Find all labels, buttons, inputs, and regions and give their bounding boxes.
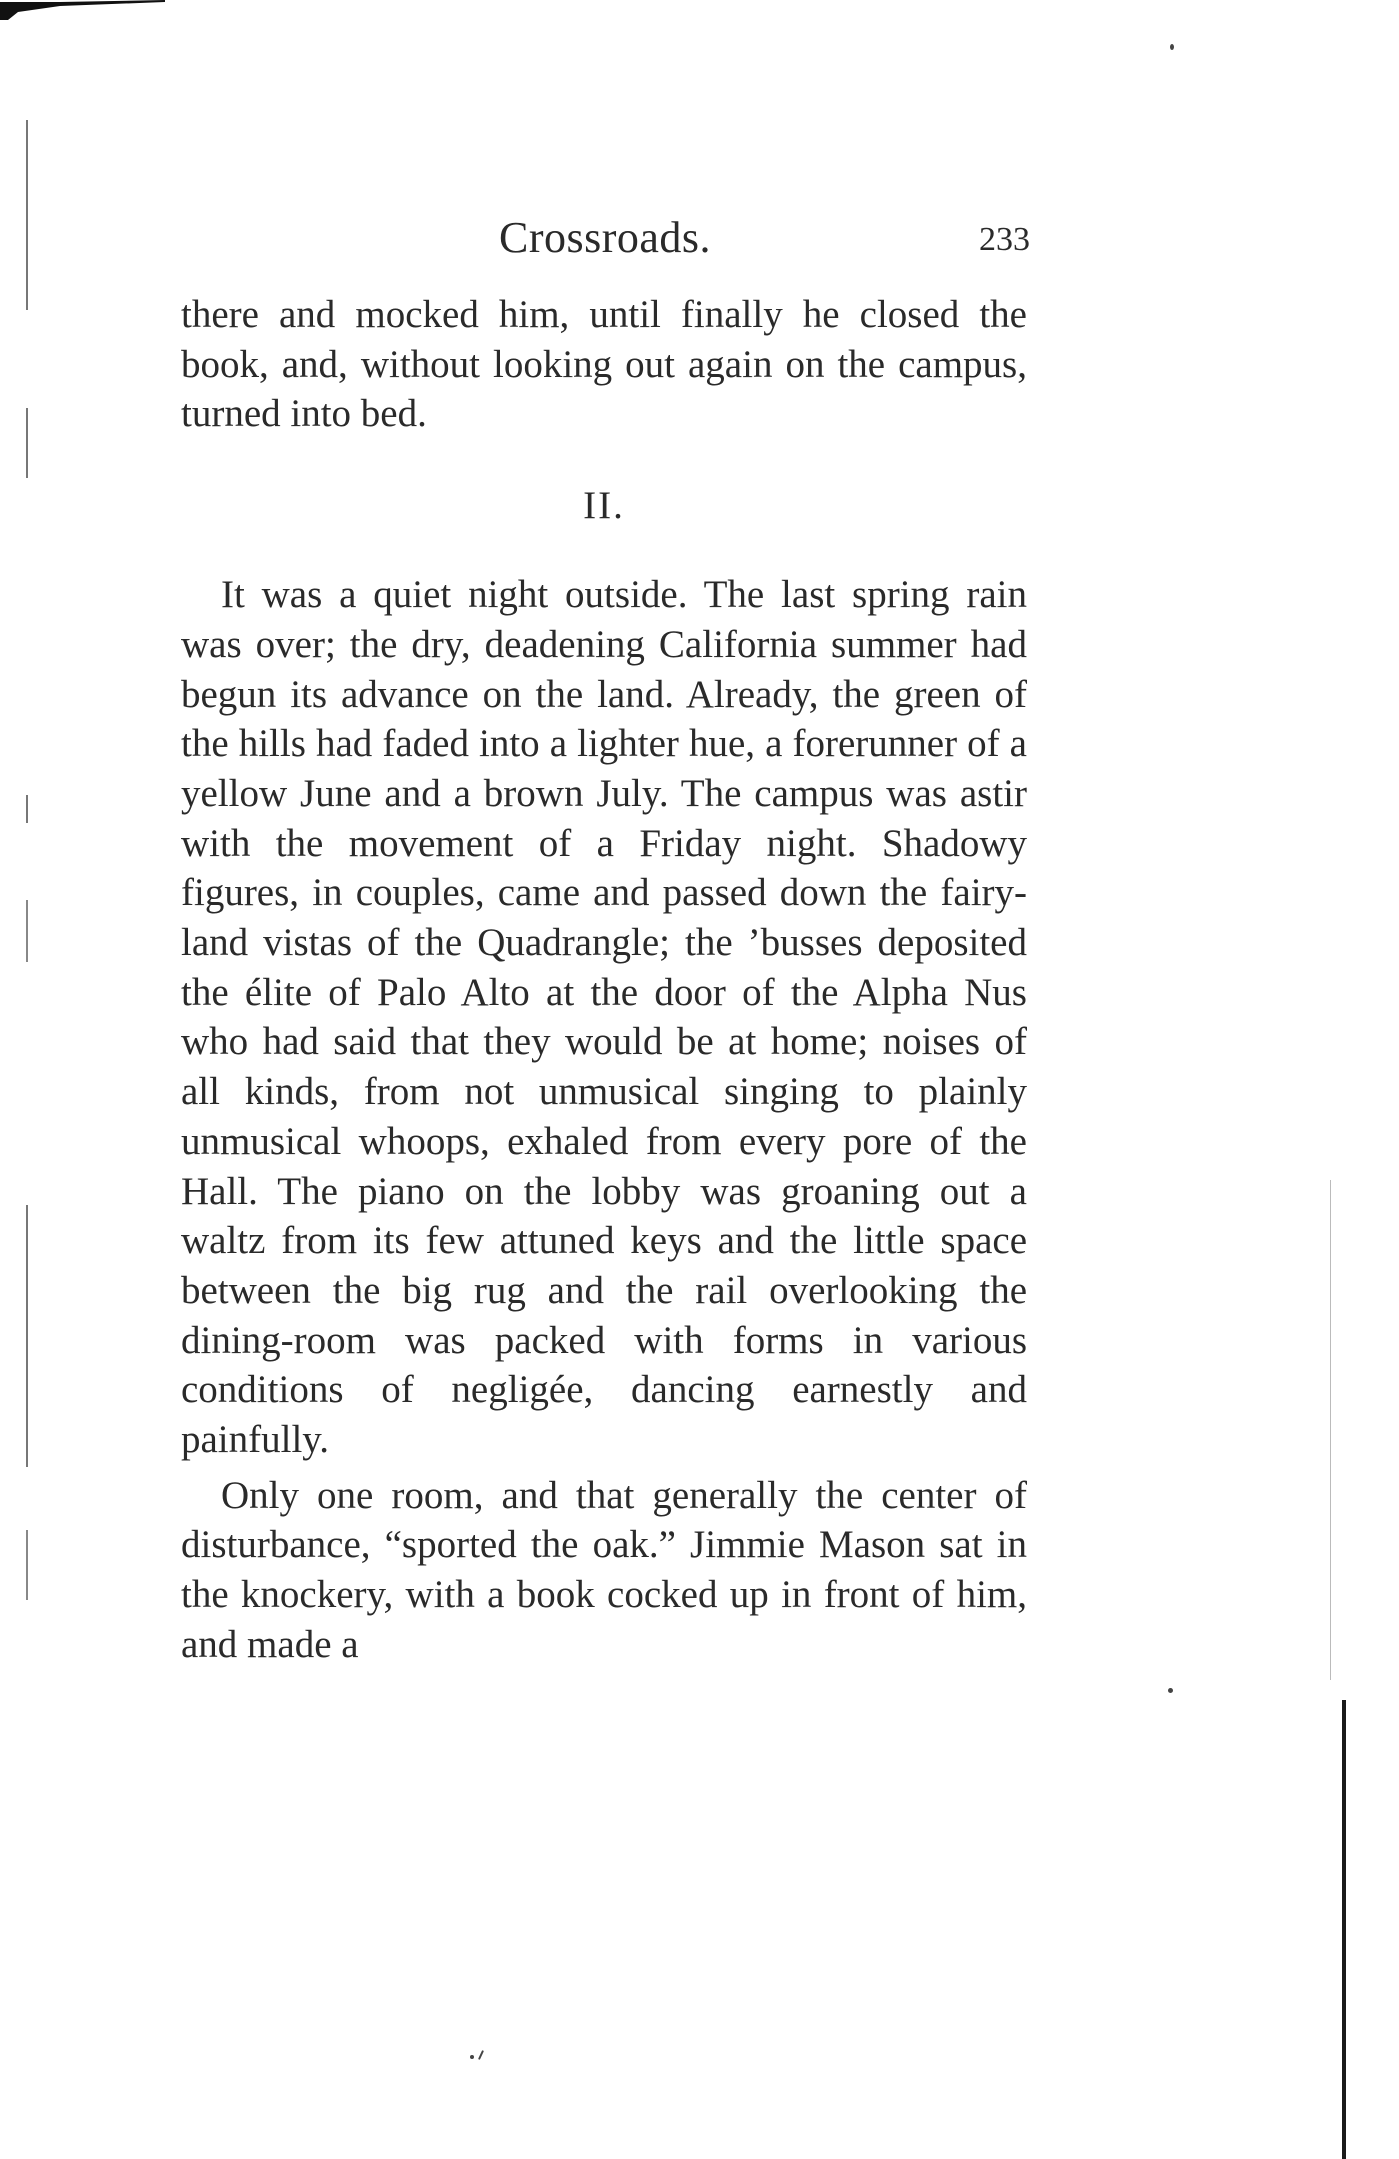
scan-corner-mark: [0, 0, 170, 22]
paragraph: It was a quiet night outside. The last spring rain was over; the dry, deadening California summer had begun its advance on the land. Already, the green of the hills had faded into a lighter hue, a forerunner of a yellow June and a brown July. The campus was astir with the movement of a Friday night. Shadowy figures, in couples, came and passed down the fairy-land vistas of the Quadrangle; the ’busses deposited the élite of Palo Alto at the door of the Alpha Nus who had said that they would be at home; noises of all kinds, from not unmusical singing to plainly unmusical whoops, exhaled from every pore of the Hall. The piano on the lobby was groaning out a waltz from its few attuned keys and the little space between the big rug and the rail overlooking the dining-room was packed with forms in various conditions of negligée, dancing earnestly and painfully.: [181, 573, 1027, 1462]
scan-edge-line: [1330, 1180, 1331, 1680]
scan-edge-line: [26, 408, 28, 478]
body-text: [181, 290, 1027, 1670]
paragraph: Only one room, and that generally the center of disturbance, “sported the oak.” Jimmie Mason sat in the knockery, with a book cocked up in front of him, and made a: [181, 1473, 1027, 1666]
running-title: Crossroads.: [498, 213, 712, 262]
scan-edge-bar: [1342, 1700, 1346, 2159]
scan-edge-line: [26, 1530, 28, 1600]
scan-edge-line: [26, 900, 28, 962]
running-head: [180, 208, 1030, 268]
scan-edge-line: [26, 1205, 28, 1467]
scan-speck: [1168, 1688, 1173, 1693]
page-number: 233: [979, 221, 1030, 258]
scan-edge-line: [26, 120, 28, 310]
section-heading: II.: [583, 484, 625, 528]
scan-edge-line: [26, 795, 28, 823]
scan-speck: [470, 2055, 474, 2059]
paragraph: there and mocked him, until finally he closed the book, and, without looking out again on the campus, turned into bed.: [181, 293, 1027, 436]
scan-speck: [478, 2050, 484, 2060]
scan-speck: [1170, 44, 1174, 50]
